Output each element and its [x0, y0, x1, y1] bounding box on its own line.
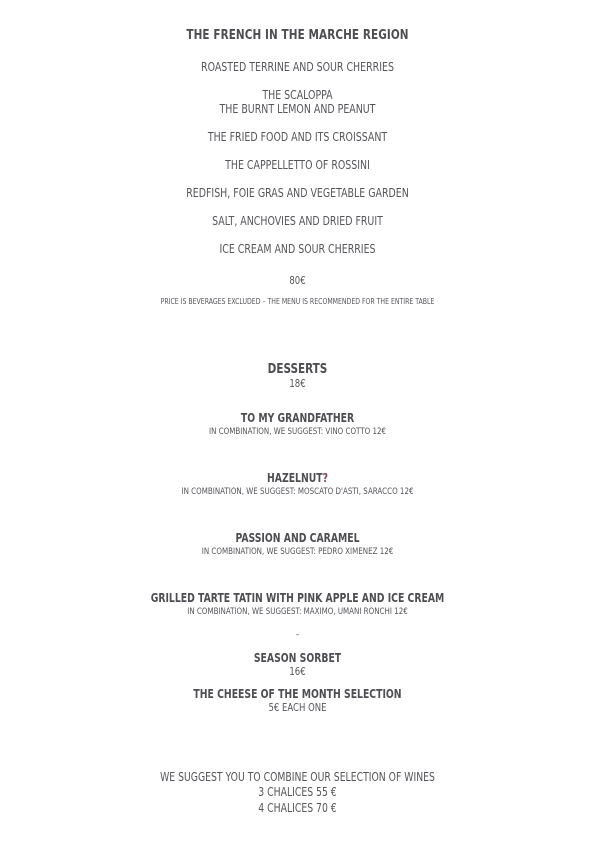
dessert-pairing: IN COMBINATION, WE SUGGEST: PEDRO XIMENEZ 12€	[201, 546, 394, 557]
wine-option: 4 CHALICES 70 €	[258, 801, 337, 815]
wine-option: 3 CHALICES 55 €	[258, 785, 337, 799]
course-item: ROASTED TERRINE AND SOUR CHERRIES	[201, 60, 394, 74]
extra-name: SEASON SORBET	[253, 651, 342, 665]
desserts-title: DESSERTS	[267, 361, 328, 377]
dessert-name: TO MY GRANDFATHER	[240, 411, 355, 425]
course-item: SALT, ANCHOVIES AND DRIED FRUIT	[212, 214, 383, 228]
dessert-name-accent: ?	[322, 471, 328, 485]
dessert-pairing: IN COMBINATION, WE SUGGEST: VINO COTTO 12€	[208, 426, 387, 437]
dessert-name-text: HAZELNUT	[267, 471, 323, 485]
extra-price: 16€	[289, 665, 306, 678]
tasting-menu-title: THE FRENCH IN THE MARCHE REGION	[186, 27, 409, 43]
dessert-pairing: IN COMBINATION, WE SUGGEST: MAXIMO, UMANI RONCHI 12€	[187, 606, 408, 617]
menu-note: PRICE IS BEVERAGES EXCLUDED – THE MENU IS RECOMMENDED FOR THE ENTIRE TABLE	[160, 297, 435, 306]
course-item: THE CAPPELLETTO OF ROSSINI	[225, 158, 370, 172]
dessert-name: GRILLED TARTE TATIN WITH PINK APPLE AND ICE CREAM	[150, 591, 445, 605]
extra-name: THE CHEESE OF THE MONTH SELECTION	[193, 687, 402, 701]
menu-price: 80€	[289, 274, 306, 287]
course-item: ICE CREAM AND SOUR CHERRIES	[219, 242, 376, 256]
extra-price: 5€ EACH ONE	[268, 701, 327, 714]
wine-suggestion: WE SUGGEST YOU TO COMBINE OUR SELECTION OF WINES	[160, 770, 435, 784]
desserts-price: 18€	[289, 377, 306, 390]
course-item: THE BURNT LEMON AND PEANUT	[219, 102, 376, 116]
course-item: THE SCALOPPA	[262, 88, 333, 102]
course-item: THE FRIED FOOD AND ITS CROISSANT	[207, 130, 388, 144]
dessert-name	[42, 472, 554, 484]
dessert-name: PASSION AND CARAMEL	[235, 531, 360, 545]
separator: –	[295, 629, 300, 640]
dessert-pairing: IN COMBINATION, WE SUGGEST: MOSCATO D'ASTI, SARACCO 12€	[181, 486, 414, 497]
course-item: REDFISH, FOIE GRAS AND VEGETABLE GARDEN	[186, 186, 409, 200]
